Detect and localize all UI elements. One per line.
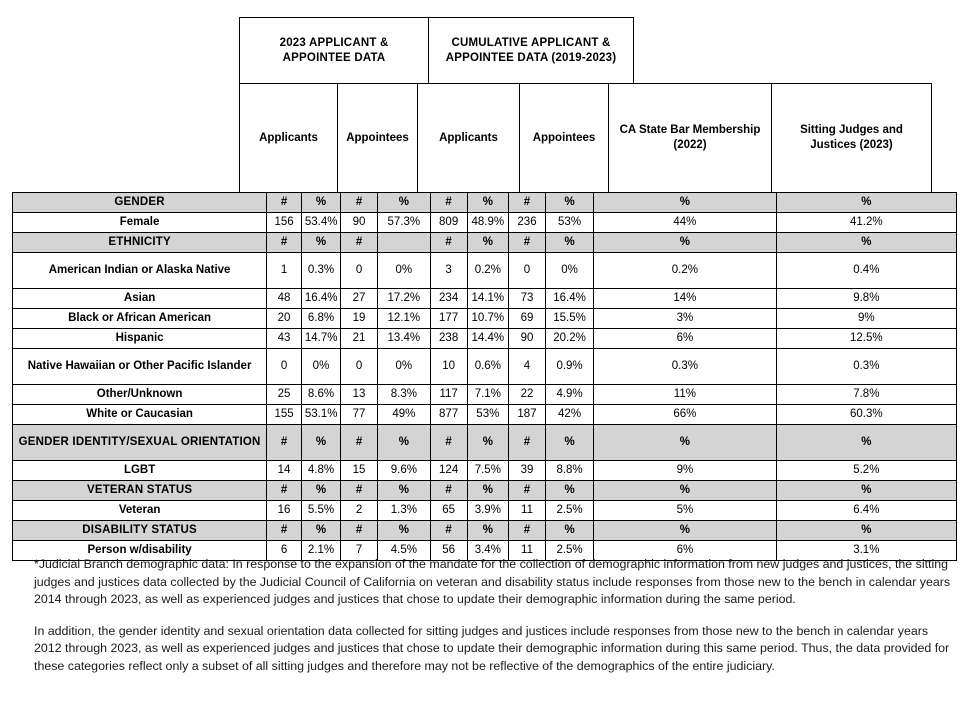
- table-cell: 9.6%: [378, 461, 431, 481]
- category-label: American Indian or Alaska Native: [13, 253, 267, 289]
- table-cell: 0: [341, 349, 378, 385]
- table-cell: 0.2%: [594, 253, 777, 289]
- table-cell: %: [467, 521, 508, 541]
- table-cell: 7.5%: [467, 461, 508, 481]
- table-cell: 12.5%: [776, 329, 956, 349]
- column-group-header: [239, 17, 634, 83]
- table-cell: 17.2%: [378, 289, 431, 309]
- table-cell: %: [301, 193, 340, 213]
- table-cell: 8.3%: [378, 385, 431, 405]
- table-cell: 4: [509, 349, 546, 385]
- table-cell: 14.1%: [467, 289, 508, 309]
- table-cell: %: [378, 521, 431, 541]
- footnotes: [34, 556, 952, 690]
- group-header-cumulative: CUMULATIVE APPLICANT & APPOINTEE DATA (2019-2023): [445, 37, 617, 64]
- table-cell: 6: [267, 541, 302, 561]
- category-label: Hispanic: [13, 329, 267, 349]
- table-cell: 1.3%: [378, 501, 431, 521]
- table-cell: %: [301, 233, 340, 253]
- section-label: ETHNICITY: [13, 233, 267, 253]
- table-cell: 8.6%: [301, 385, 340, 405]
- table-cell: %: [378, 481, 431, 501]
- section-label: GENDER IDENTITY/SEXUAL ORIENTATION: [13, 425, 267, 461]
- table-cell: 187: [509, 405, 546, 425]
- subheader-applicants-cumulative: Applicants: [417, 83, 519, 192]
- table-cell: 14: [267, 461, 302, 481]
- table-cell: 21: [341, 329, 378, 349]
- table-cell: 5.2%: [776, 461, 956, 481]
- table-cell: 124: [430, 461, 467, 481]
- table-cell: %: [467, 233, 508, 253]
- table-cell: 0: [509, 253, 546, 289]
- table-cell: 4.8%: [301, 461, 340, 481]
- table-cell: 53.1%: [301, 405, 340, 425]
- category-label: Veteran: [13, 501, 267, 521]
- table-cell: 41.2%: [776, 213, 956, 233]
- table-row: [13, 349, 957, 385]
- table-cell: 57.3%: [378, 213, 431, 233]
- table-cell: 3%: [594, 309, 777, 329]
- table-cell: 53%: [545, 213, 593, 233]
- table-cell: 53%: [467, 405, 508, 425]
- table-row: [13, 405, 957, 425]
- category-label: Other/Unknown: [13, 385, 267, 405]
- table-cell: 77: [341, 405, 378, 425]
- table-cell: %: [301, 425, 340, 461]
- footnote-paragraph-1: *Judicial Branch demographic data: In response to the expansion of the mandate for the collection of demographic information from new judges and justices, the sitting judges and justices data collected by the Judicial Council of California on veteran and disability status include responses from those new to the bench in calendar years 2014 through 2023, as well as experienced judges and justices that chose to update their demographic information during the same period.: [34, 557, 951, 607]
- table-cell: %: [594, 521, 777, 541]
- footnote-paragraph-2: In addition, the gender identity and sexual orientation data collected for sitting judges and justices include responses from those new to the bench in calendar years 2012 through 2023, as well as experienced judges and justices that chose to update their demographic information during this same period. Thus, the data provided for these categories reflect only a subset of all sitting judges and therefore may not be reflective of the demographics of the entire judiciary.: [34, 623, 950, 674]
- section-label: VETERAN STATUS: [13, 481, 267, 501]
- table-cell: %: [594, 481, 777, 501]
- subheader-appointees-2023: Appointees: [337, 83, 417, 192]
- table-cell: 7.1%: [467, 385, 508, 405]
- subheader-ca-state-bar-membership: CA State Bar Membership (2022): [608, 83, 771, 192]
- table-cell: 16.4%: [545, 289, 593, 309]
- table-cell: #: [267, 481, 302, 501]
- table-cell: 69: [509, 309, 546, 329]
- table-cell: 809: [430, 213, 467, 233]
- table-cell: 8.8%: [545, 461, 593, 481]
- table-cell: 22: [509, 385, 546, 405]
- table-cell: 60.3%: [776, 405, 956, 425]
- table-cell: 0.4%: [776, 253, 956, 289]
- table-row: [13, 253, 957, 289]
- table-cell: 0.6%: [467, 349, 508, 385]
- table-cell: 7: [341, 541, 378, 561]
- table-cell: 6%: [594, 329, 777, 349]
- table-row: [13, 385, 957, 405]
- table-cell: 6%: [594, 541, 777, 561]
- table-cell: 0%: [378, 349, 431, 385]
- table-cell: [378, 233, 431, 253]
- table-cell: 90: [341, 213, 378, 233]
- table-cell: 6.4%: [776, 501, 956, 521]
- category-label: Asian: [13, 289, 267, 309]
- table-cell: %: [776, 233, 956, 253]
- table-cell: %: [545, 233, 593, 253]
- table-cell: 1: [267, 253, 302, 289]
- table-cell: 20.2%: [545, 329, 593, 349]
- table-cell: 9.8%: [776, 289, 956, 309]
- table-cell: %: [594, 193, 777, 213]
- table-cell: 5.5%: [301, 501, 340, 521]
- table-cell: #: [509, 233, 546, 253]
- table-cell: #: [509, 481, 546, 501]
- table-cell: 234: [430, 289, 467, 309]
- section-label: GENDER: [13, 193, 267, 213]
- table-cell: 12.1%: [378, 309, 431, 329]
- table-cell: 155: [267, 405, 302, 425]
- table-row: [13, 289, 957, 309]
- table-cell: 0.3%: [776, 349, 956, 385]
- category-label: White or Caucasian: [13, 405, 267, 425]
- table-cell: %: [545, 521, 593, 541]
- table-cell: #: [341, 425, 378, 461]
- table-cell: 877: [430, 405, 467, 425]
- table-cell: 48.9%: [467, 213, 508, 233]
- table-cell: 13.4%: [378, 329, 431, 349]
- table-row: [13, 213, 957, 233]
- table-cell: 73: [509, 289, 546, 309]
- subheader-applicants-2023: Applicants: [239, 83, 337, 192]
- category-label: Person w/disability: [13, 541, 267, 561]
- table-row: [13, 501, 957, 521]
- table-cell: #: [509, 193, 546, 213]
- table-cell: 43: [267, 329, 302, 349]
- table-cell: 4.5%: [378, 541, 431, 561]
- table-cell: 2: [341, 501, 378, 521]
- table-cell: 0.3%: [301, 253, 340, 289]
- table-cell: 11: [509, 541, 546, 561]
- table-cell: 2.1%: [301, 541, 340, 561]
- table-cell: %: [467, 425, 508, 461]
- table-cell: #: [430, 425, 467, 461]
- table-cell: #: [430, 193, 467, 213]
- table-cell: %: [594, 425, 777, 461]
- table-cell: #: [267, 425, 302, 461]
- table-cell: 0%: [545, 253, 593, 289]
- table-row: [13, 329, 957, 349]
- demographics-table: [12, 192, 957, 561]
- table-cell: #: [267, 233, 302, 253]
- table-cell: 39: [509, 461, 546, 481]
- table-cell: 11%: [594, 385, 777, 405]
- table-cell: 16.4%: [301, 289, 340, 309]
- table-cell: 66%: [594, 405, 777, 425]
- table-cell: 238: [430, 329, 467, 349]
- table-cell: %: [776, 193, 956, 213]
- table-cell: #: [341, 193, 378, 213]
- category-label: Black or African American: [13, 309, 267, 329]
- table-cell: 14%: [594, 289, 777, 309]
- table-cell: 156: [267, 213, 302, 233]
- table-cell: 0%: [378, 253, 431, 289]
- table-cell: 3: [430, 253, 467, 289]
- table-cell: 6.8%: [301, 309, 340, 329]
- table-cell: 3.9%: [467, 501, 508, 521]
- table-cell: 7.8%: [776, 385, 956, 405]
- table-cell: 117: [430, 385, 467, 405]
- table-cell: 4.9%: [545, 385, 593, 405]
- table-cell: 9%: [776, 309, 956, 329]
- table-cell: 177: [430, 309, 467, 329]
- table-cell: 14.7%: [301, 329, 340, 349]
- table-row: [13, 461, 957, 481]
- table-row: [13, 425, 957, 461]
- section-label: DISABILITY STATUS: [13, 521, 267, 541]
- table-cell: 0.3%: [594, 349, 777, 385]
- table-cell: #: [430, 521, 467, 541]
- table-cell: %: [378, 425, 431, 461]
- table-cell: 9%: [594, 461, 777, 481]
- table-row: [13, 481, 957, 501]
- table-cell: 90: [509, 329, 546, 349]
- table-cell: 49%: [378, 405, 431, 425]
- table-cell: #: [341, 233, 378, 253]
- table-cell: 10: [430, 349, 467, 385]
- table-cell: 5%: [594, 501, 777, 521]
- table-row: [13, 309, 957, 329]
- category-label: Native Hawaiian or Other Pacific Islander: [13, 349, 267, 385]
- table-cell: 0.9%: [545, 349, 593, 385]
- table-cell: 0.2%: [467, 253, 508, 289]
- table-cell: %: [776, 481, 956, 501]
- table-cell: 3.1%: [776, 541, 956, 561]
- table-cell: 15.5%: [545, 309, 593, 329]
- table-cell: 11: [509, 501, 546, 521]
- table-cell: 25: [267, 385, 302, 405]
- table-cell: 65: [430, 501, 467, 521]
- table-cell: %: [467, 481, 508, 501]
- table-cell: #: [341, 521, 378, 541]
- table-cell: 19: [341, 309, 378, 329]
- table-cell: #: [430, 481, 467, 501]
- table-cell: #: [267, 193, 302, 213]
- table-cell: %: [301, 481, 340, 501]
- table-cell: 20: [267, 309, 302, 329]
- demographics-table-body: [13, 193, 957, 561]
- table-cell: 42%: [545, 405, 593, 425]
- table-cell: 14.4%: [467, 329, 508, 349]
- table-cell: 0%: [301, 349, 340, 385]
- column-subheader-row: [12, 83, 957, 192]
- table-cell: %: [545, 481, 593, 501]
- table-cell: %: [467, 193, 508, 213]
- table-cell: 15: [341, 461, 378, 481]
- table-cell: %: [776, 521, 956, 541]
- table-cell: %: [776, 425, 956, 461]
- table-cell: 2.5%: [545, 501, 593, 521]
- table-cell: %: [594, 233, 777, 253]
- table-cell: 3.4%: [467, 541, 508, 561]
- table-cell: 13: [341, 385, 378, 405]
- category-column-spacer: [12, 83, 239, 192]
- table-cell: %: [378, 193, 431, 213]
- table-cell: 236: [509, 213, 546, 233]
- table-cell: #: [509, 521, 546, 541]
- table-cell: 48: [267, 289, 302, 309]
- table-cell: 10.7%: [467, 309, 508, 329]
- table-cell: 53.4%: [301, 213, 340, 233]
- table-cell: 16: [267, 501, 302, 521]
- table-cell: 0: [341, 253, 378, 289]
- table-cell: #: [341, 481, 378, 501]
- table-cell: %: [545, 193, 593, 213]
- category-label: LGBT: [13, 461, 267, 481]
- table-cell: %: [545, 425, 593, 461]
- table-row: [13, 233, 957, 253]
- table-cell: %: [301, 521, 340, 541]
- table-cell: #: [509, 425, 546, 461]
- table-cell: 0: [267, 349, 302, 385]
- subheader-appointees-cumulative: Appointees: [519, 83, 608, 192]
- table-cell: 56: [430, 541, 467, 561]
- table-cell: 2.5%: [545, 541, 593, 561]
- table-cell: #: [430, 233, 467, 253]
- subheader-sitting-judges-justices: Sitting Judges and Justices (2023): [771, 83, 932, 192]
- table-row: [13, 193, 957, 213]
- table-cell: #: [267, 521, 302, 541]
- table-cell: 27: [341, 289, 378, 309]
- group-header-2023: 2023 APPLICANT & APPOINTEE DATA: [240, 18, 429, 83]
- table-cell: 44%: [594, 213, 777, 233]
- category-label: Female: [13, 213, 267, 233]
- table-row: [13, 521, 957, 541]
